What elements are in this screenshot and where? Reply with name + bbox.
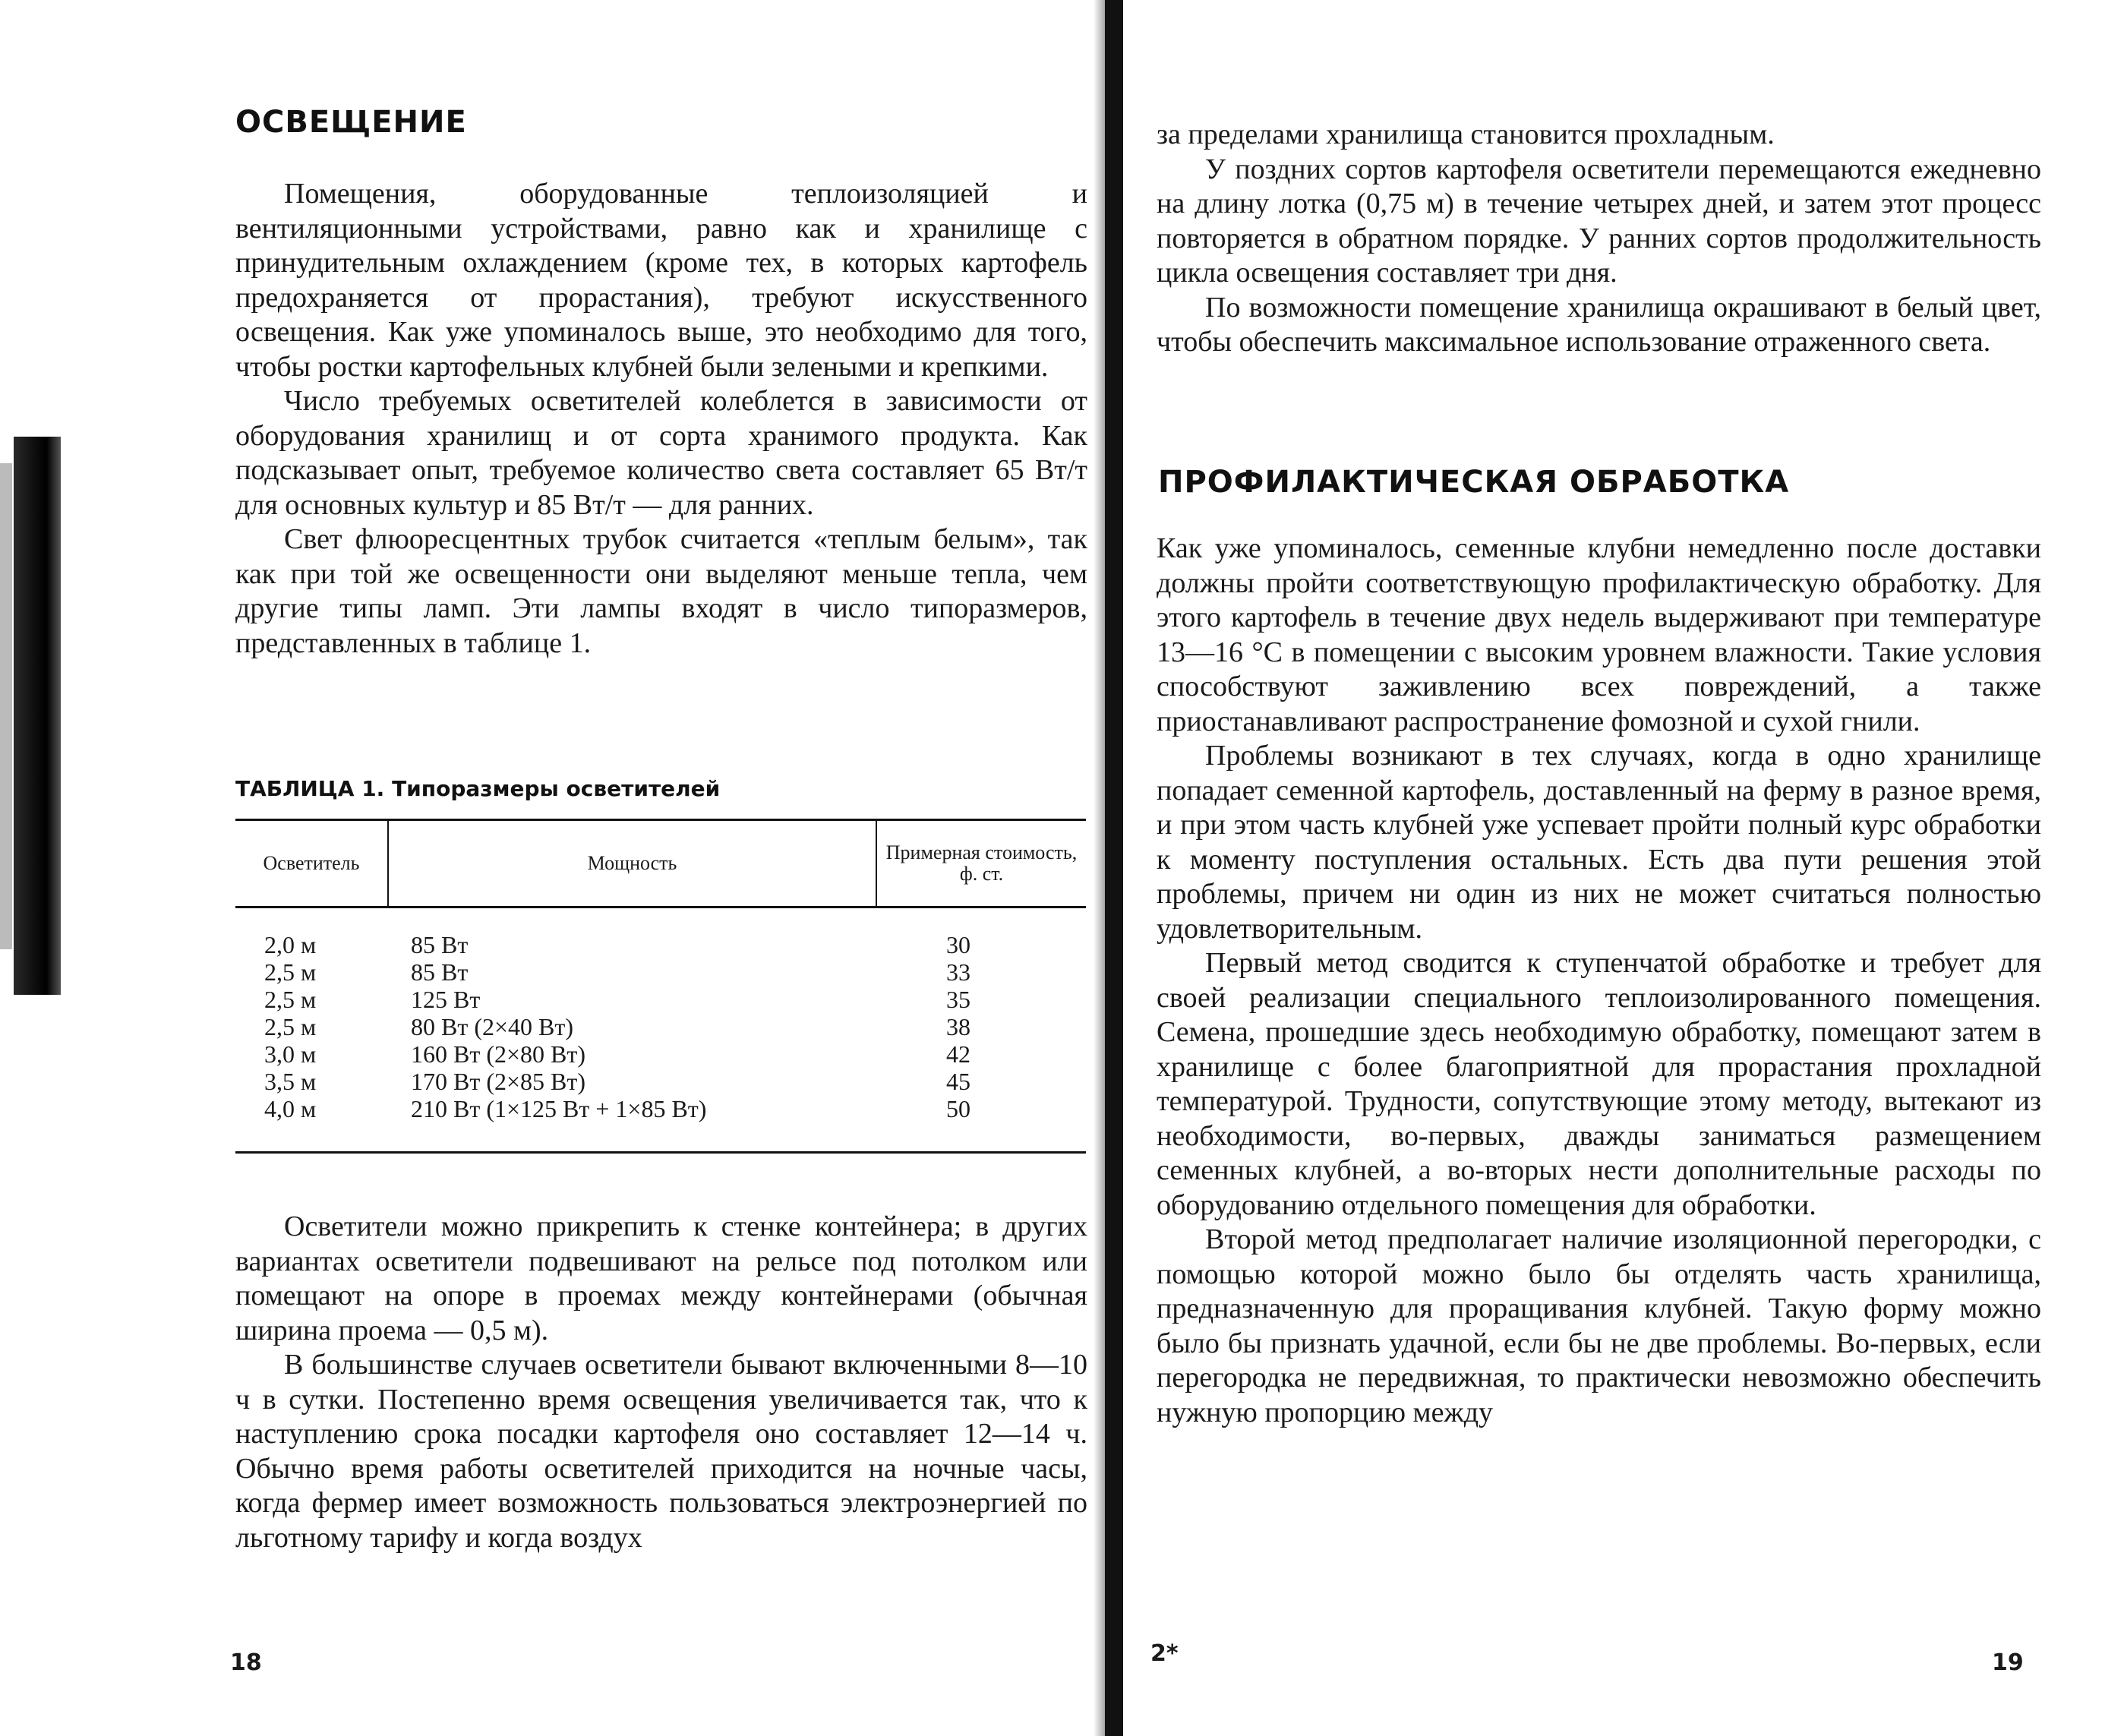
cell-power: 80 Вт (2×40 Вт): [411, 1013, 574, 1040]
paragraph: Первый метод сводится к ступенчатой обработке и требует для своей реализации специального теплоизолированного помещения. Семена, прошедшие здесь необходимую обработку, помещают затем в хранилище с более благоприятной для прорастания прохладной температурой. Трудности, сопутствующие этому методу, вытекают из необходимости, во-первых, дважды заниматься размещением семенных клубней, а во-вторых нести дополнительные расходы по оборудованию отдельного помещения для обработки.: [1157, 947, 2041, 1221]
lighting-continuation: [1157, 118, 2041, 360]
cell-lamp: 2,5 м: [264, 1013, 317, 1040]
table-header-row: [235, 820, 1086, 907]
section-heading-lighting: ОСВЕЩЕНИЕ: [235, 105, 467, 140]
column-header-power: Мощность: [388, 820, 876, 907]
lamp-sizes-table: [235, 819, 1086, 1154]
cell-cost: 30: [946, 931, 970, 958]
cell-lamp: 3,0 м: [264, 1040, 317, 1068]
cell-power: 125 Вт: [411, 986, 481, 1013]
section-heading-treatment: ПРОФИЛАКТИЧЕСКАЯ ОБРАБОТКА: [1158, 465, 1790, 500]
cell-cost: 35: [946, 986, 970, 1013]
cell-power: 85 Вт: [411, 958, 469, 986]
column-header-cost: Примерная стоимость, ф. ст.: [876, 820, 1086, 907]
paragraph: Свет флюоресцентных трубок считается «теплым белым», так как при той же освещенности они выделяют меньше тепла, чем другие типы ламп. Эти лампы входят в число типоразмеров, представленных в таблице 1.: [235, 523, 1087, 659]
cell-lamp: 4,0 м: [235, 1095, 388, 1153]
table-row: [235, 1095, 1086, 1153]
paragraph: Число требуемых осветителей колеблется в зависимости от оборудования хранилищ и от сорта хранимого продукта. Как подсказывает опыт, требуемое количество света составляет 65 Вт/т для основных культур и 85 Вт/т — для ранних.: [235, 385, 1087, 521]
paragraph: Второй метод предполагает наличие изоляционной перегородки, с помощью которой можно было бы отделять часть хранилища, предназначенную для проращивания клубней. Такую форму можно было бы признать удачной, если бы не две проблемы. Во-первых, если перегородка не передвижная, то практически невозможно обеспечить нужную пропорцию между: [1157, 1223, 2041, 1428]
paragraph: В большинстве случаев осветители бывают включенными 8—10 ч в сутки. Постепенно время освещения увеличивается так, что к наступлению срока посадки картофеля оно составляет 12—14 ч. Обычно время работы осветителей приходится на ночные часы, когда фермер имеет возможность пользоваться электроэнергией по льготному тарифу и когда воздух: [235, 1349, 1087, 1554]
table-row: [235, 986, 1086, 1013]
paragraph: Как уже упоминалось, семенные клубни немедленно после доставки должны пройти соответствующую профилактическую обработку. Для этого картофель в течение двух недель выдерживают при температуре 13—16 °С в помещении с высоким уровнем влажности. Такие условия способствуют заживлению всех повреждений, а также приостанавливают распространение фомозной и сухой гнили.: [1157, 532, 2041, 737]
table-row: [235, 1068, 1086, 1095]
cell-cost: 38: [946, 1013, 970, 1040]
cell-cost: 45: [946, 1068, 970, 1095]
table-row: [235, 907, 1086, 959]
table-row: [235, 1040, 1086, 1068]
page-number-right: 19: [1992, 1649, 2024, 1676]
cell-lamp: 2,5 м: [264, 958, 317, 986]
cell-cost: 42: [946, 1040, 970, 1068]
cell-lamp: 2,0 м: [264, 931, 317, 958]
paragraph: По возможности помещение хранилища окрашивают в белый цвет, чтобы обеспечить максимальное использование отраженного света.: [1157, 291, 2041, 358]
cell-cost: 33: [946, 958, 970, 986]
cell-power: 210 Вт (1×125 Вт + 1×85 Вт): [388, 1095, 876, 1153]
printer-signature-mark: 2*: [1150, 1640, 1179, 1667]
cell-power: 160 Вт (2×80 Вт): [411, 1040, 586, 1068]
paragraph: Проблемы возникают в тех случаях, когда в одно хранилище попадает семенной картофель, доставленный на ферму в разное время, и при этом часть клубней уже успевает пройти полный курс обработки к моменту поступления остальных. Есть два пути решения этой проблемы, причем ни один из них не может считаться полностью удовлетворительным.: [1157, 740, 2041, 945]
paragraph: за пределами хранилища становится прохладным.: [1157, 118, 1775, 150]
table-caption: ТАБЛИЦА 1. Типоразмеры осветителей: [235, 776, 721, 801]
table-row: [235, 958, 1086, 986]
column-header-lamp: Осветитель: [235, 820, 388, 907]
paragraph: Осветители можно прикрепить к стенке контейнера; в других вариантах осветители подвешивают на рельсе под потолком или помещают на опоре в проемах между контейнерами (обычная ширина проема — 0,5 м).: [235, 1210, 1087, 1346]
paragraph: У поздних сортов картофеля осветители перемещаются ежедневно на длину лотка (0,75 м) в течение четырех дней, и затем этот процесс повторяется в обратном порядке. У ранних сортов продолжительность цикла освещения составляет три дня.: [1157, 153, 2041, 289]
table-row: [235, 1013, 1086, 1040]
page-number-left: 18: [230, 1649, 262, 1676]
paragraph: Помещения, оборудованные теплоизоляцией и вентиляционными устройствами, равно как и хранилище с принудительным охлаждением (кроме тех, в которых картофель предохраняется от прорастания), требуют искусственного освещения. Как уже упоминалось выше, это необходимо для того, чтобы ростки картофельных клубней были зелеными и крепкими.: [235, 178, 1087, 383]
lighting-body-bottom: [235, 1210, 1087, 1555]
cell-lamp: 2,5 м: [264, 986, 317, 1013]
cell-cost: 50: [876, 1095, 1086, 1153]
right-page: [1120, 0, 2124, 1736]
cell-power: 85 Вт: [411, 931, 469, 958]
treatment-body: [1157, 532, 2041, 1430]
cell-power: 170 Вт (2×85 Вт): [411, 1068, 586, 1095]
lighting-body-top: [235, 177, 1087, 661]
cell-lamp: 3,5 м: [264, 1068, 317, 1095]
